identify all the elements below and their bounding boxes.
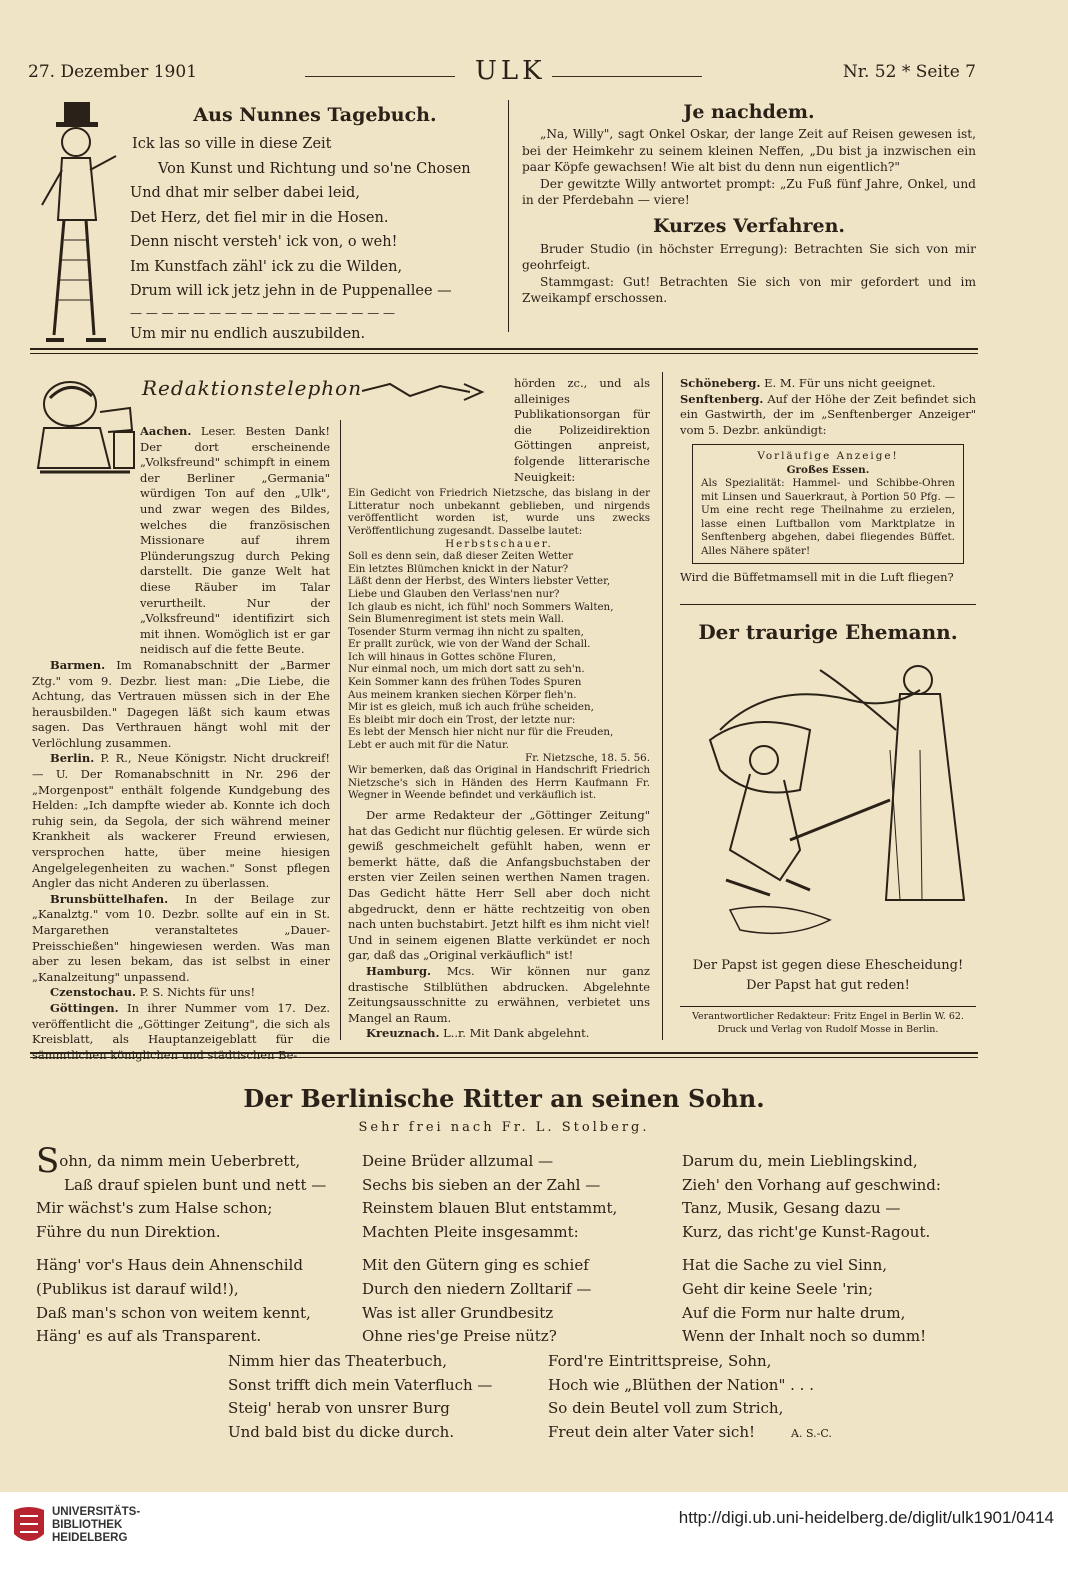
redaktion-column-1	[32, 424, 330, 1063]
poem-line: (Publikus ist darauf wild!),	[36, 1279, 239, 1298]
issue-date: 27. Dezember 1901	[28, 62, 198, 82]
caption-line: Der Papst ist gegen diese Ehescheidung!	[692, 958, 964, 973]
poem-line: Drum will ick jetz jehn in de Puppenallee —	[130, 283, 452, 299]
reply-text: In der Beilage zur „Kanalztg." vom 10. Dezbr. sollte auf ein in St. Margarethen veranstaltetes „Dauer-Preisschießen" hingewiesen werden. Was man aber zu lesen bekam, das ist selbst in einer „Kanalzeitung" unpassend.	[32, 891, 331, 984]
poem-line: Ick las so ville in diese Zeit	[132, 136, 332, 152]
library-line: BIBLIOTHEK	[52, 1519, 123, 1531]
article-paragraph: Der gewitzte Willy antwortet prompt: „Zu Fuß fünf Jahre, Onkel, und in der Pferdebahn — viere!	[522, 176, 976, 208]
ritter-column-2	[362, 1150, 617, 1349]
redaktion-column-2	[348, 376, 650, 1042]
poem-line: So dein Beutel voll zum Strich,	[548, 1399, 784, 1418]
reply-place: Kreuznach.	[366, 1026, 440, 1041]
kurzes-verfahren-title: Kurzes Verfahren.	[652, 215, 846, 238]
reply-place: Schöneberg.	[680, 376, 761, 390]
reply-place: Göttingen.	[50, 1000, 119, 1015]
reply-text: Im Romanabschnitt der „Barmer Ztg." vom 9. Dezbr. liest man: „Die Liebe, die Achtung, das Vertrauen müssen sich in der Ehe herausbilden." Dagegen läßt sich kaum etwas sagen. Das Verthrauen hängt wohl mit der Verlöchlung zusammen.	[32, 657, 331, 750]
poem-line: Ich glaub es nicht, ich fühl' noch Sommers Walten,	[348, 600, 614, 613]
column-divider	[340, 420, 341, 1040]
poem-line	[36, 1141, 326, 1181]
digitization-footer	[0, 1492, 1068, 1573]
ritter-column-5	[548, 1350, 832, 1445]
reply-place: Brunsbüttelhafen.	[50, 891, 169, 906]
poem-line: Soll es denn sein, daß dieser Zeiten Wetter	[348, 550, 574, 563]
ehemann-title: Der traurige Ehemann.	[698, 620, 958, 644]
poem-line: Sonst trifft dich mein Vaterfluch —	[228, 1375, 493, 1394]
goettingen-commentary: Der arme Redakteur der „Göttinger Zeitung" hat das Gedicht nur flüchtig gelesen. Er würde sich gewiß geschmeichelt gefühlt haben, wenn er bemerkt hätte, daß die Anfangsbuchstaben der ersten vier Zeilen seinen werthen Namen tragen. Das Gedicht hätte Herr Sell aber doch nicht abgedruckt, denn er hätte rechtzeitig von oben nach unten buchstabirt. Jetzt hilft es ihm nicht viel! Und in seinem eigenen Blatte verkündet er noch gar, daß das „Original verkäuflich" ist!	[348, 808, 650, 963]
drop-cap: S	[36, 1141, 60, 1181]
section-rule	[680, 604, 976, 605]
reply-place: Senftenberg.	[680, 391, 764, 406]
poem-line: Zieh' den Vorhang auf geschwind:	[682, 1175, 941, 1194]
poem-line: Deine Brüder allzumal —	[362, 1152, 554, 1170]
reply-place: Hamburg.	[366, 963, 431, 978]
issue-number: Nr. 52 * Seite 7	[842, 62, 976, 82]
reply-schoeneberg	[680, 376, 976, 392]
poem-line: Lebt er auch mit für die Natur.	[348, 739, 510, 752]
ehemann-cartoon	[680, 620, 976, 650]
poem-line: Mir wächst's zum Halse schon;	[36, 1199, 273, 1218]
reply-place: Aachen.	[140, 424, 192, 438]
imprint-publisher: Druck und Verlag von Rudolf Mosse in Berlin.	[717, 1024, 939, 1035]
poem-line: Ohne ries'ge Preise nütz?	[362, 1327, 557, 1346]
reply-text: P. R., Neue Königstr. Nicht druckreif! — U. Der Romanabschnitt in Nr. 296 der „Morgenpost" enthält folgende Kundgebung des Helden: „Ich dampfte wieder ab. Konnte ich doch ruhig sein, da Segola, der sich während meiner Krankheit als wackerer Freund erwiesen, versprochen hatte, über meine hiesigen Angelgelegenheiten zu wachen." Sonst pflegen Angler das nicht Anderen zu überlassen.	[32, 751, 331, 891]
poem-line: Kein Sommer kann des frühen Todes Spuren	[348, 676, 582, 689]
permalink[interactable]: http://digi.ub.uni-heidelberg.de/diglit/ulk1901/0414	[678, 1508, 1054, 1527]
reply-aachen	[32, 424, 330, 658]
reply-text: E. M. Für uns nicht geeignet.	[764, 376, 936, 390]
poem-line: Ich will hinaus in Gottes schöne Fluren,	[348, 650, 557, 663]
ritter-column-1	[36, 1141, 327, 1349]
reply-berlin	[32, 751, 330, 891]
reply-text: L..r. Mit Dank abgelehnt.	[443, 1026, 590, 1041]
poem-line: Und bald bist du dicke durch.	[228, 1422, 455, 1441]
ritter-title: Der Berlinische Ritter an seinen Sohn.	[243, 1084, 765, 1113]
reply-senftenberg	[680, 392, 976, 439]
poem-line: Führe du nun Direktion.	[36, 1222, 221, 1241]
poem-line: Mit den Gütern ging es schief	[362, 1256, 589, 1275]
reply-czenstochau	[32, 985, 330, 1001]
nietzsche-note: Ein Gedicht von Friedrich Nietzsche, das bislang in der Litteratur noch unbekannt geblieben, und nirgends veröffentlicht worden ist, wurde uns zwecks Veröffentlichung zugesandt. Dasselbe lautet:	[348, 487, 650, 537]
poem-signature: Fr. Nietzsche, 18. 5. 56.	[525, 751, 650, 764]
poem-line: Darum du, mein Lieblingskind,	[682, 1152, 918, 1170]
ad-title: Großes Essen.	[786, 463, 870, 476]
ad-heading: Vorläufige Anzeige!	[757, 450, 899, 463]
poem-line: Was ist aller Grundbesitz	[362, 1303, 554, 1322]
poem-line: Und dhat mir selber dabei leid,	[130, 185, 360, 201]
redaktionstelephon-banner: Redaktionstelephon	[142, 376, 363, 400]
poem-line-text: Freut dein alter Vater sich!	[548, 1422, 756, 1441]
reply-barmen	[32, 658, 330, 752]
poem-line: Im Kunstfach zähl' ick zu die Wilden,	[130, 258, 403, 275]
library-name	[52, 1506, 140, 1545]
imprint	[680, 1010, 976, 1036]
poem-line: Nur einmal noch, um mich dort satt zu seh'n.	[348, 663, 585, 676]
library-line: UNIVERSITÄTS-	[52, 1506, 141, 1518]
masthead-title: ULK	[475, 56, 546, 86]
article-paragraph: Stammgast: Gut! Betrachten Sie sich von mir gefordert und im Zweikampf erschossen.	[522, 274, 976, 306]
je-nachdem-title: Je nachdem.	[683, 101, 815, 123]
goettingen-continued: hörden zc., und als alleiniges Publikationsorgan für die Polizeidirektion Göttingen anpreist, folgende litterarische Neuigkeit:	[514, 376, 650, 484]
herbstschauer-poem	[348, 550, 650, 764]
poem-line: Wenn der Inhalt noch so dumm!	[682, 1327, 927, 1346]
section-rule	[30, 1057, 978, 1058]
poem-line: Steig' herab von unsrer Burg	[228, 1399, 450, 1418]
poem-line: Es bleibt mir doch ein Trost, der letzte nur:	[348, 713, 576, 726]
poem-line: Hat die Sache zu viel Sinn,	[682, 1256, 887, 1275]
nunne-title: Aus Nunnes Tagebuch.	[193, 104, 437, 126]
ritter-column-4	[228, 1350, 492, 1444]
reply-text: Leser. Besten Dank! Der dort erscheinende „Volksfreund" schimpft in einem der Berliner „Germania" würdigen Ton auf den „Ulk", und zwar wegen des Bildes, welches die französischen Missionare auf ihrem Plünderungszug durch Peking darstellt. Die ganze Welt hat diese Räuber im Talar verurtheilt. Nur der „Volksfreund" identifizirt sich mit ihnen. Womöglich ist er gar neidisch auf die fette Beute.	[140, 424, 331, 657]
poem-line: Er prallt zurück, wie von der Wand der Schall.	[348, 638, 591, 651]
poem-line: Aus meinem kranken siechen Körper fleh'n.	[348, 688, 577, 701]
redaktion-column-3	[680, 376, 976, 586]
ritter-subtitle: Sehr frei nach Fr. L. Stolberg.	[358, 1120, 650, 1135]
poem-title-herbstschauer: Herbstschauer.	[445, 537, 553, 550]
section-rule	[30, 1052, 978, 1054]
poem-line: Ein letztes Blümchen knickt in der Natur?	[348, 562, 569, 575]
poem-line: Tosender Sturm vermag ihn nicht zu spalten,	[348, 625, 584, 638]
reply-kreuznach	[348, 1026, 650, 1042]
je-nachdem-article	[522, 101, 976, 306]
reply-place: Berlin.	[50, 751, 95, 766]
poem-line: Nimm hier das Theaterbuch,	[228, 1352, 448, 1370]
ritter-column-3	[682, 1150, 941, 1349]
poem-line: Kurz, das richt'ge Kunst-Ragout.	[682, 1222, 931, 1241]
poem-line: Laß drauf spielen bunt und nett —	[64, 1175, 327, 1194]
nunne-poem	[130, 132, 500, 346]
poem-line: Sechs bis sieben an der Zahl —	[362, 1175, 601, 1194]
original-note: Wir bemerken, daß das Original in Handschrift Friedrich Nietzsche's sich in Händen des Herrn Kaufmann Fr. Wegner in Weende befindet und verkäuflich ist.	[348, 764, 650, 802]
reply-text: Auf der Höhe der Zeit befindet sich ein Gastwirth, der im „Senftenberger Anzeiger" vom 5. Dezbr. ankündigt:	[680, 391, 977, 437]
article-paragraph: „Na, Willy", sagt Onkel Oskar, der lange Zeit auf Reisen gewesen ist, bei der Heimkehr zu seinem kleinen Neffen, „Du bist ja inzwischen ein paar Köpfe gewachsen! Wie alt bist du denn nun eigentlich?"	[522, 127, 976, 175]
poem-dashes: — — — — — — — — — — — — — — — — —	[130, 305, 396, 320]
poem-line: Geht dir keine Seele 'rin;	[682, 1279, 874, 1298]
poem-line: Denn nischt versteh' ick von, o weh!	[130, 234, 398, 250]
university-library-logo-icon	[12, 1504, 46, 1548]
imprint-editor: Verantwortlicher Redakteur: Fritz Engel in Berlin W. 62.	[692, 1011, 964, 1022]
reply-text: In ihrer Nummer vom 17. Dez. veröffentlicht die „Göttinger Zeitung", die sich als Kreisblatt, als Hauptanzeigeblatt für die sämmtlichen königlichen und städtischen Be-	[32, 1000, 330, 1062]
poem-line: Durch den niedern Zolltarif —	[362, 1279, 592, 1298]
section-rule	[680, 1006, 976, 1007]
reply-brunsbuettel	[32, 892, 330, 986]
library-line: HEIDELBERG	[52, 1532, 128, 1544]
senftenberg-question: Wird die Büffetmamsell mit in die Luft fliegen?	[680, 570, 954, 585]
senftenberg-advertisement	[692, 444, 964, 564]
header-rule-right	[552, 76, 702, 77]
article-paragraph: Bruder Studio (in höchster Erregung): Betrachten Sie sich von mir geohrfeigt.	[522, 241, 976, 273]
poem-line: Von Kunst und Richtung und so'ne Chosen	[158, 160, 471, 177]
poem-line: Es lebt der Mensch hier nicht nur für die Freuden,	[348, 726, 614, 739]
reply-text: Mcs. Wir können nur ganz drastische Stilblüthen abdrucken. Abgelehnte Zeitungsausschnitte zu erwähnen, verbietet uns Mangel an Raum.	[348, 963, 650, 1025]
column-divider	[508, 100, 509, 332]
poem-line: Ford're Eintrittspreise, Sohn,	[548, 1352, 772, 1370]
reply-place: Barmen.	[50, 657, 106, 672]
poem-line: Läßt denn der Herbst, des Winters liebster Vetter,	[348, 575, 611, 588]
section-rule	[30, 348, 978, 350]
poem-signature: A. S.-C.	[791, 1426, 832, 1440]
poem-line: Häng' es auf als Transparent.	[36, 1327, 262, 1346]
poem-line: Reinstem blauen Blut entstammt,	[362, 1199, 618, 1218]
poem-line-rest: ohn, da nimm mein Ueberbrett,	[59, 1152, 301, 1170]
reply-place: Czenstochau.	[50, 985, 136, 1000]
reply-text: P. S. Nichts für uns!	[139, 985, 256, 1000]
header-rule-left	[305, 76, 455, 77]
caption-line: Der Papst hat gut reden!	[746, 978, 910, 993]
reply-hamburg	[348, 964, 650, 1026]
poem-line: Auf die Form nur halte drum,	[682, 1303, 906, 1322]
poem-line: Det Herz, det fiel mir in die Hosen.	[130, 209, 389, 226]
ad-body: Als Spezialität: Hammel- und Schibbe-Ohren mit Linsen und Sauerkraut, à Portion 50 Pfg. — Um eine recht rege Theilnahme zu erzielen, lasse einen Luftballon vom Marktplatze in Senftenberg abgehen, dabei fliegendes Büffet. Alles Nähere später!	[701, 477, 955, 557]
nunne-article	[130, 104, 500, 346]
poem-line: Um mir nu endlich auszubilden.	[130, 325, 366, 342]
poem-line: Daß man's schon von weitem kennt,	[36, 1303, 311, 1322]
section-rule	[30, 353, 978, 354]
nunne-figure-illustration	[24, 100, 124, 350]
poem-line	[548, 1421, 832, 1446]
poem-line: Liebe und Glauben den Verlass'nen nur?	[348, 587, 560, 600]
poem-line: Machten Pleite insgesammt:	[362, 1222, 579, 1241]
ehemann-caption	[680, 956, 976, 996]
poem-line: Hoch wie „Blüthen der Nation" . . .	[548, 1375, 814, 1394]
poem-line: Tanz, Musik, Gesang dazu —	[682, 1199, 901, 1218]
poem-line: Mir ist es gleich, muß ich auch frühe scheiden,	[348, 701, 594, 714]
poem-line: Häng' vor's Haus dein Ahnenschild	[36, 1256, 303, 1275]
column-divider	[662, 372, 663, 1040]
poem-line: Sein Blumenregiment ist stets mein Wall.	[348, 613, 565, 626]
divorce-cartoon-illustration	[690, 650, 970, 950]
